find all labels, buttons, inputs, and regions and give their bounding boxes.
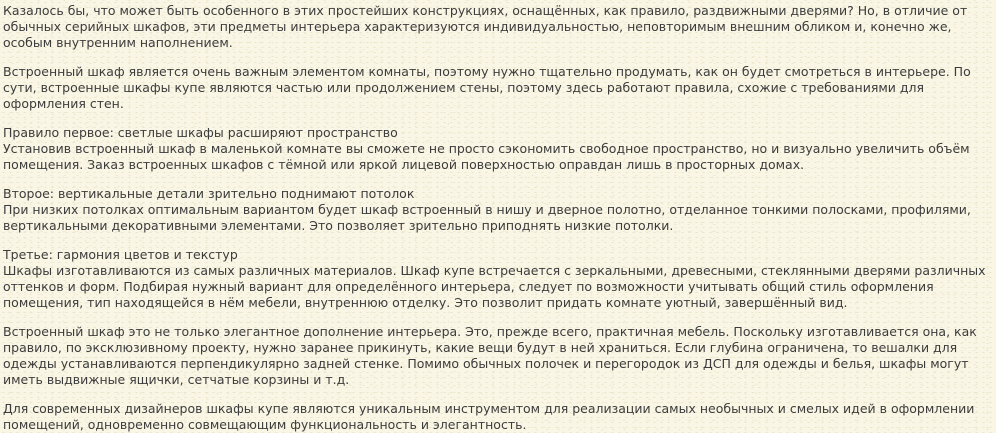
paragraph-heading: Правило первое: светлые шкафы расширяют пространство (3, 125, 398, 140)
paragraph-body: Встроенный шкаф является очень важным элементом комнаты, поэтому нужно тщательно продумать, как он будет смотреться в интерьере. По сути, встроенные шкафы купе являются частью или продолжением стены, поэтому здесь работают правила, схожие с требованиями для оформления стен. (3, 64, 971, 111)
paragraph (3, 125, 994, 173)
paragraph-body: При низких потолках оптимальным вариантом будет шкаф встроенный в нишу и дверное полотно, отделанное тонкими полосками, профилями, вертикальными декоративными элементами. Это позволяет зрительно приподнять низкие потолки. (3, 202, 971, 233)
paragraph (3, 186, 994, 234)
paragraph (3, 247, 994, 311)
paragraph-body: Встроенный шкаф это не только элегантное дополнение интерьера. Это, прежде всего, практичная мебель. Поскольку изготавливается она, как правило, по эксклюзивному проекту, нужно заранее прикинуть, какие вещи будут в ней храниться. Если глубина ограничена, то вешалки для одежды устанавливаются перпендикулярно задней стенке. Помимо обычных полочек и перегородок из ДСП для одежды и белья, шкафы могут иметь выдвижные ящички, сетчатые корзины и т.д. (3, 324, 977, 387)
paragraph-heading: Второе: вертикальные детали зрительно поднимают потолок (3, 186, 415, 201)
paragraph (3, 64, 994, 112)
paragraph-heading: Третье: гармония цветов и текстур (3, 247, 238, 262)
paragraph-body: Казалось бы, что может быть особенного в этих простейших конструкциях, оснащённых, как правило, раздвижными дверями? Но, в отличие от обычных серийных шкафов, эти предметы интерьера характеризуются индивидуальностью, неповторимым внешним обликом и, конечно же, особым внутренним наполнением. (3, 3, 968, 50)
paragraph-body: Установив встроенный шкаф в маленькой комнате вы сможете не просто сэкономить свободное пространство, но и визуально увеличить объём помещения. Заказ встроенных шкафов с тёмной или яркой лицевой поверхностью оправдан лишь в просторных домах. (3, 141, 970, 172)
paragraph-body: Для современных дизайнеров шкафы купе являются уникальным инструментом для реализации самых необычных и смелых идей в оформлении помещений, одновременно совмещающим функциональность и элегантность. (3, 401, 975, 432)
paragraph (3, 324, 994, 388)
paragraph (3, 3, 994, 51)
paragraph-body: Шкафы изготавливаются из самых различных материалов. Шкаф купе встречается с зеркальными, древесными, стеклянными дверями различных оттенков и форм. Подбирая нужный вариант для определённого интерьера, следует по возможности учитывать общий стиль оформления помещения, тип находящейся в нём мебели, внутреннюю отделку. Это позволит придать комнате уютный, завершённый вид. (3, 263, 986, 310)
